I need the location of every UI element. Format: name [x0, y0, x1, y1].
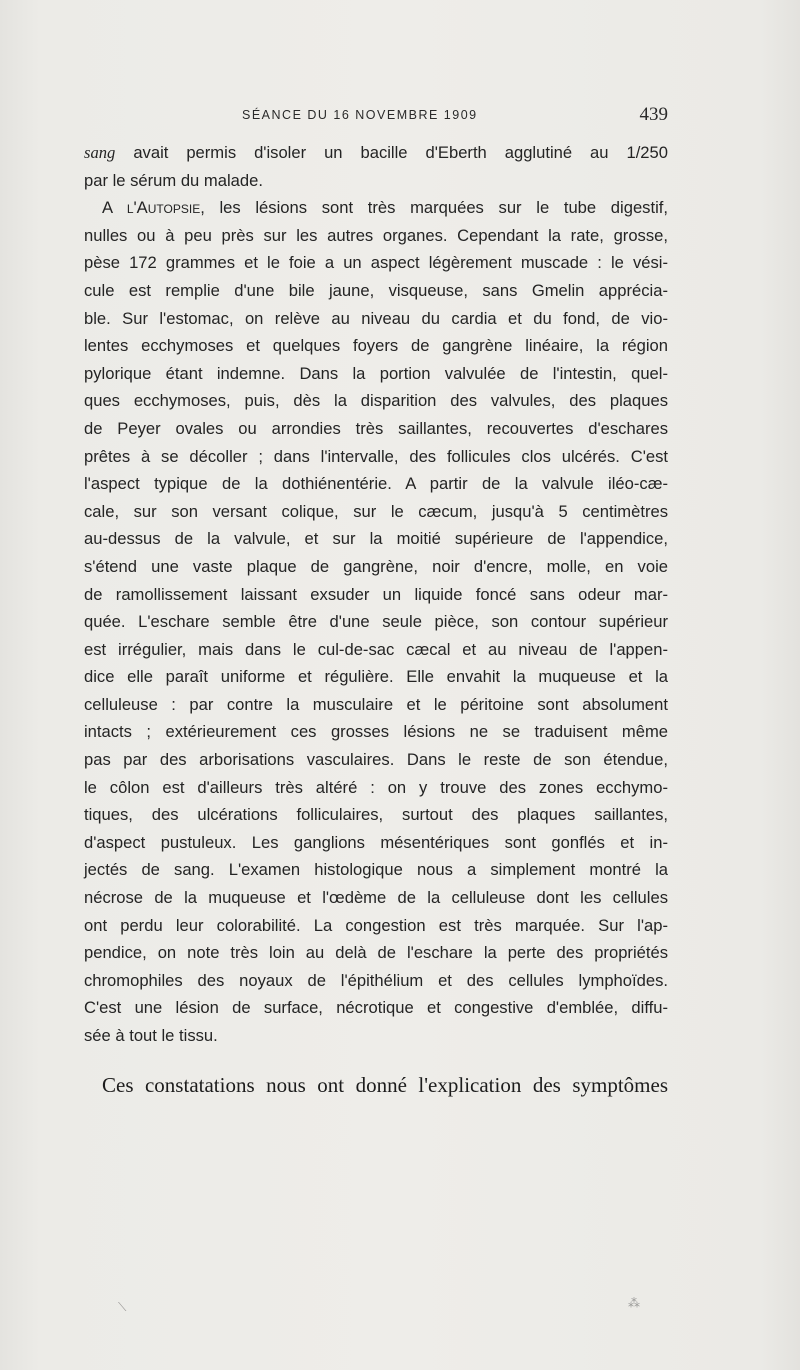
text-line: s'étend une vaste plaque de gangrène, noir d'encre, molle, en voie [84, 556, 668, 576]
text-line: cale, sur son versant colique, sur le cæcum, jusqu'à 5 centimètres [84, 501, 668, 521]
continuation-line: Ces constatations nous ont donné l'explication des symptômes [102, 1073, 668, 1097]
text-line: par le sérum du malade. [84, 170, 263, 190]
small-caps-word: l'Autopsie [126, 198, 201, 218]
body-text [84, 139, 668, 1050]
text-line: intacts ; extérieurement ces grosses lésions ne se traduisent même [84, 722, 668, 742]
text-line: ques ecchymoses, puis, dès la disparition des valvules, des plaques [84, 391, 668, 411]
text-line: celluleuse : par contre la musculaire et le péritoine sont absolument [84, 694, 668, 714]
italic-word: sang [84, 143, 116, 162]
text-line: sée à tout le tissu. [84, 1026, 218, 1045]
text-line: pèse 172 grammes et le foie a un aspect légèrement muscade : le vési- [84, 253, 668, 273]
page-number: 439 [639, 104, 668, 125]
text-line: le côlon est d'ailleurs très altéré : on y trouve des zones ecchymo- [84, 777, 668, 797]
text-line: d'aspect pustuleux. Les ganglions mésentériques sont gonflés et in- [84, 832, 668, 852]
text-line: quée. L'eschare semble être d'une seule pièce, son contour supérieur [84, 612, 668, 632]
text-line: pas par des arborisations vasculaires. Dans le reste de son étendue, [84, 750, 668, 770]
text-line: C'est une lésion de surface, nécrotique et congestive d'emblée, diffu- [84, 998, 668, 1018]
text-line: nécrose de la muqueuse et l'œdème de la celluleuse dont les cellules [84, 888, 668, 908]
line-text: A [102, 198, 127, 218]
text-line: jectés de sang. L'examen histologique nous a simplement montré la [84, 860, 668, 880]
text-line: chromophiles des noyaux de l'épithélium et des cellules lymphoïdes. [84, 970, 668, 990]
page-header [84, 106, 668, 130]
text-line: pylorique étant indemne. Dans la portion valvulée de l'intestin, quel- [84, 363, 668, 383]
text-line: prêtes à se décoller ; dans l'intervalle, des follicules clos ulcérés. C'est [84, 446, 668, 466]
text-line: tiques, des ulcérations folliculaires, surtout des plaques saillantes, [84, 805, 668, 825]
text-line: de Peyer ovales ou arrondies très saillantes, recouvertes d'eschares [84, 418, 668, 438]
text-line: pendice, on note très loin au delà de l'eschare la perte des propriétés [84, 943, 668, 963]
line-text: , les lésions sont très marquées sur le tube digestif, [200, 198, 668, 218]
text-line: est irrégulier, mais dans le cul-de-sac cæcal et au niveau de l'appen- [84, 639, 668, 659]
running-head: SÉANCE DU 16 NOVEMBRE 1909 [242, 108, 478, 122]
text-line [84, 139, 668, 167]
text-line: dice elle paraît uniforme et régulière. Elle envahit la muqueuse et la [84, 667, 668, 687]
text-line: au-dessus de la valvule, et sur la moitié supérieure de l'appendice, [84, 529, 668, 549]
text-line: lentes ecchymoses et quelques foyers de gangrène linéaire, la région [84, 336, 668, 356]
text-line: ble. Sur l'estomac, on relève au niveau du cardia et du fond, de vio- [84, 308, 668, 328]
text-line: de ramollissement laissant exsuder un liquide foncé sans odeur mar- [84, 584, 668, 604]
text-line: nulles ou à peu près sur les autres organes. Cependant la rate, grosse, [84, 225, 668, 245]
line-text: avait permis d'isoler un bacille d'Eberth agglutiné au 1/250 [115, 143, 668, 162]
scan-speck-mark: ⟍ [118, 1300, 127, 1314]
text-line: cule est remplie d'une bile jaune, visqueuse, sans Gmelin apprécia- [84, 280, 668, 300]
text-line: l'aspect typique de la dothiénentérie. A partir de la valvule iléo-cæ- [84, 474, 668, 494]
scan-speck-mark: ⁂ [628, 1296, 640, 1310]
text-line [84, 194, 668, 222]
text-line: ont perdu leur colorabilité. La congestion est très marquée. Sur l'ap- [84, 915, 668, 935]
